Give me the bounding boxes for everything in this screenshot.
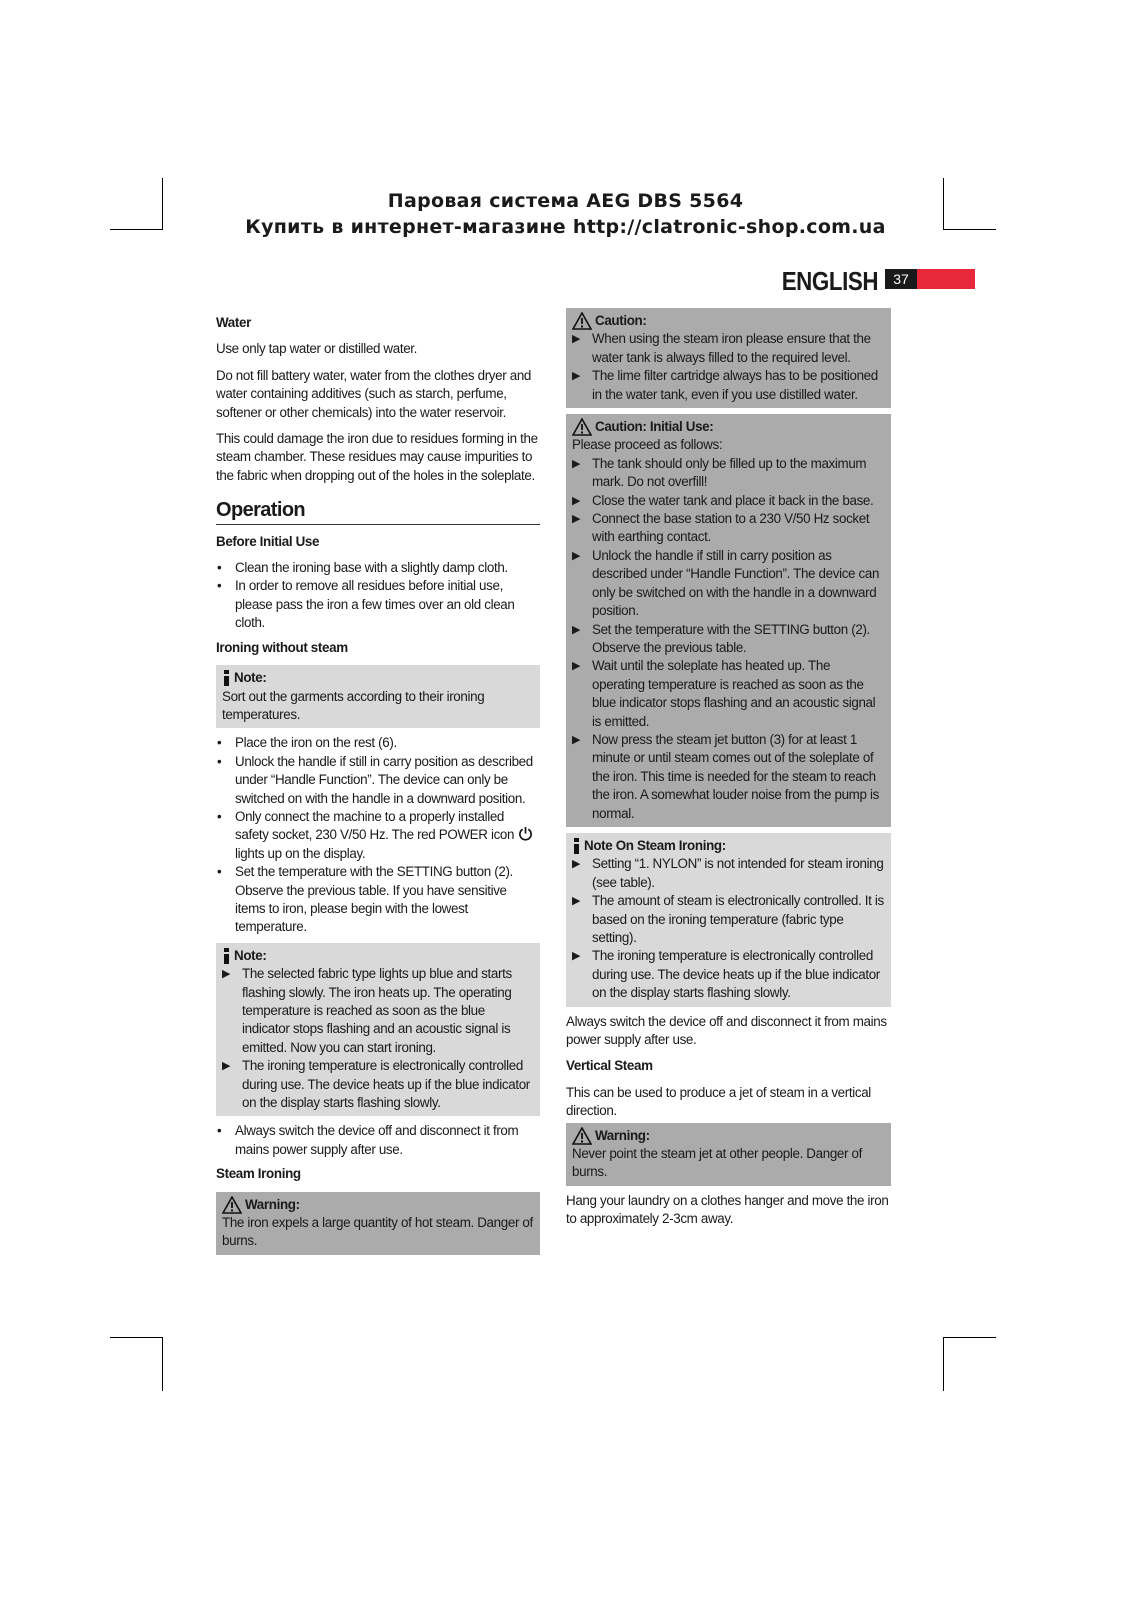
left-column [216, 314, 540, 1261]
warning-text: The iron expels a large quantity of hot steam. Danger of burns. [222, 1215, 533, 1249]
list-item: ▶ Connect the base station to a 230 V/50 Hz socket with earthing contact. [572, 510, 885, 547]
list-item: ▶ Setting “1. NYLON” is not intended for steam ironing (see table). [572, 855, 885, 892]
list-item: ▶ The selected fabric type lights up blue and starts flashing slowly. The iron heats up. The operating temperature is reached as soon as the blue indicator stops flashing and an acoustic signal is emitted. Now you can start ironing. [222, 965, 534, 1057]
note-title [222, 669, 534, 687]
list-item: • Always switch the device off and disconnect it from mains power supply after use. [216, 1122, 540, 1159]
caution-box [566, 308, 891, 408]
caution-title [572, 312, 885, 330]
power-item-text: Only connect the machine to a properly installed safety socket, 230 V/50 Hz. The red POWER icon [235, 808, 515, 843]
crop-mark [943, 1337, 996, 1338]
language-header [780, 266, 975, 296]
list-item: ▶ When using the steam iron please ensure that the water tank is always filled to the required level. [572, 330, 885, 367]
water-label: Water [216, 315, 251, 330]
list-item: ▶ The tank should only be filled up to the maximum mark. Do not overfill! [572, 455, 885, 492]
warning-title [572, 1127, 885, 1145]
caution-initial-use-box [566, 414, 891, 827]
note-box [216, 665, 540, 728]
subheading-vertical-steam: Vertical Steam [566, 1058, 653, 1074]
list-item: ▶ Set the temperature with the SETTING button (2). Observe the previous table. [572, 621, 885, 658]
subheading-ironing-without-steam: Ironing without steam [216, 639, 348, 655]
note-list [572, 855, 885, 1002]
list-item [216, 808, 540, 863]
warning-title [222, 1196, 534, 1214]
note-title-text: Note On Steam Ironing: [584, 837, 726, 853]
language-title: ENGLISH [781, 266, 878, 296]
note-steam-box [566, 833, 891, 1007]
caution-title-text: Caution: [595, 313, 647, 328]
warning-title-text: Warning: [595, 1127, 650, 1143]
page-number: 37 [885, 269, 917, 289]
list-item: ▶ Unlock the handle if still in carry position as described under “Handle Function”. The device can only be switched on with the handle in a downward position. [572, 547, 885, 621]
caution-list [572, 330, 885, 404]
crop-mark [162, 1337, 163, 1391]
list-item: ▶ The ironing temperature is electronically controlled during use. The device heats up if the blue indicator on the display starts flashing slowly. [572, 947, 885, 1002]
warning-text: Never point the steam jet at other people. Danger of burns. [572, 1146, 862, 1180]
product-title: Паровая система AEG DBS 5564 [387, 190, 744, 212]
power-item-text: lights up on the display. [235, 845, 366, 861]
note-text: Sort out the garments according to their ironing temperatures. [222, 688, 485, 722]
water-paragraph: This could damage the iron due to residues forming in the steam chamber. These residues may cause impurities to the fabric when dropping out of the holes in the soleplate. [216, 431, 538, 483]
crop-mark [943, 1337, 944, 1391]
after-use-list [216, 1122, 540, 1159]
list-item: • Unlock the handle if still in carry position as described under “Handle Function”. The device can only be switched on with the handle in a downward position. [216, 753, 540, 808]
always-switch-off-text: Always switch the device off and disconnect it from mains power supply after use. [566, 1013, 887, 1048]
crop-mark [110, 1337, 163, 1338]
list-item: ▶ The ironing temperature is electronically controlled during use. The device heats up if the blue indicator on the display starts flashing slowly. [222, 1057, 534, 1112]
list-item: • Clean the ironing base with a slightly damp cloth. [216, 559, 540, 577]
shop-link[interactable]: Купить в интернет-магазине http://clatronic-shop.com.ua [245, 216, 886, 238]
warning-icon [572, 418, 592, 436]
list-item: • In order to remove all residues before initial use, please pass the iron a few times over an old clean cloth. [216, 577, 540, 632]
ironing-steps-list [216, 734, 540, 936]
note-list [222, 965, 534, 1112]
note-box [216, 943, 540, 1117]
warning-title-text: Warning: [245, 1196, 300, 1212]
info-icon [222, 670, 231, 686]
warning-box [216, 1192, 540, 1255]
note-title [222, 947, 534, 965]
note-title-text: Note: [234, 670, 267, 686]
warning-icon [572, 1127, 592, 1145]
info-icon [222, 948, 231, 964]
warning-icon [222, 1196, 242, 1214]
right-column [566, 308, 891, 1237]
list-item: ▶ Close the water tank and place it back in the base. [572, 492, 885, 510]
before-use-list [216, 559, 540, 633]
list-item: ▶ Wait until the soleplate has heated up. The operating temperature is reached as soon as the blue indicator stops flashing and an acoustic signal is emitted. [572, 657, 885, 731]
hang-laundry-text: Hang your laundry on a clothes hanger and move the iron to approximately 2-3cm away. [566, 1192, 889, 1227]
vertical-steam-text: This can be used to produce a jet of steam in a vertical direction. [566, 1084, 871, 1119]
subheading-steam-ironing: Steam Ironing [216, 1166, 301, 1182]
note-title [572, 837, 885, 855]
caution-list [572, 455, 885, 823]
water-paragraph: Use only tap water or distilled water. [216, 341, 418, 357]
accent-bar [917, 269, 975, 289]
info-icon [572, 838, 581, 854]
list-item: • Place the iron on the rest (6). [216, 734, 540, 752]
list-item: • Set the temperature with the SETTING button (2). Observe the previous table. If you have sensitive items to iron, please begin with the lowest temperature. [216, 863, 540, 937]
caution-title-text: Caution: Initial Use: [595, 419, 714, 435]
list-item: ▶ Now press the steam jet button (3) for at least 1 minute or until steam comes out of the soleplate of the iron. This time is needed for the steam to reach the iron. A somewhat louder noise from the pump is normal. [572, 731, 885, 823]
list-item: ▶ The amount of steam is electronically controlled. It is based on the ironing temperature (fabric type setting). [572, 892, 885, 947]
list-item: ▶ The lime filter cartridge always has to be positioned in the water tank, even if you use distilled water. [572, 367, 885, 404]
water-paragraph: Do not fill battery water, water from the clothes dryer and water containing additives (such as starch, perfume, softener or other chemicals) into the water reservoir. [216, 367, 532, 420]
note-title-text: Note: [234, 947, 267, 963]
caution-title [572, 418, 885, 436]
power-icon [518, 826, 533, 841]
warning-box [566, 1123, 891, 1186]
warning-icon [572, 312, 592, 330]
caution-intro: Please proceed as follows: [572, 437, 723, 453]
section-heading-operation: Operation [216, 501, 540, 524]
subheading-before-initial-use: Before Initial Use [216, 533, 320, 549]
